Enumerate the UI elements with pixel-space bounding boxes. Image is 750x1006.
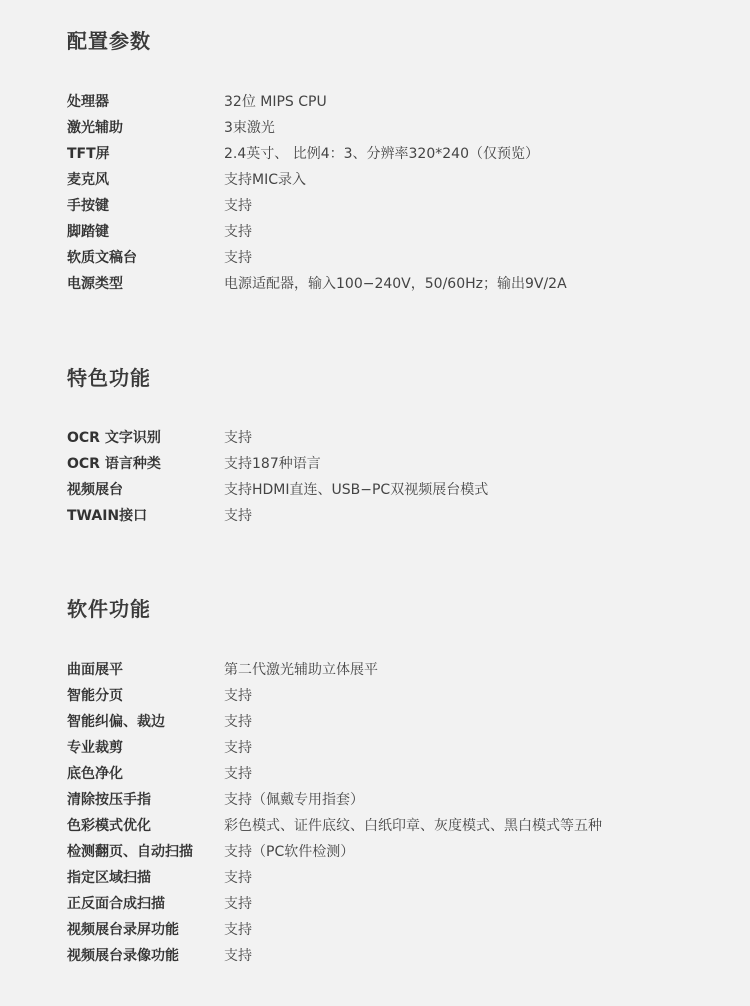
spec-value: 支持: [224, 688, 252, 704]
spec-key: TWAIN接口: [67, 508, 148, 524]
spec-key: 视频展台录像功能: [67, 948, 179, 964]
spec-value: 支持: [224, 740, 252, 756]
spec-row: [67, 218, 707, 244]
spec-row: [67, 166, 707, 192]
spec-row: [67, 708, 707, 734]
spec-row: [67, 656, 707, 682]
spec-value: 2.4英寸、 比例4：3、分辨率320*240（仅预览）: [224, 146, 539, 162]
spec-row: [67, 890, 707, 916]
spec-value: 彩色模式、证件底纹、白纸印章、灰度模式、黑白模式等五种: [224, 818, 602, 834]
spec-key: 专业裁剪: [67, 740, 123, 756]
spec-key: 检测翻页、自动扫描: [67, 844, 193, 860]
spec-value: 支持: [224, 766, 252, 782]
spec-value: 支持: [224, 508, 252, 524]
spec-row: [67, 734, 707, 760]
spec-key: 激光辅助: [67, 120, 123, 136]
spec-value: 支持: [224, 870, 252, 886]
section-features: [67, 364, 707, 524]
spec-row: [67, 760, 707, 786]
spec-value: 3束激光: [224, 120, 275, 136]
spec-key: 视频展台: [67, 482, 123, 498]
spec-value: 支持MIC录入: [224, 172, 306, 188]
spec-row: [67, 502, 707, 528]
spec-row: [67, 270, 707, 296]
spec-key: 曲面展平: [67, 662, 123, 678]
spec-value: 支持: [224, 714, 252, 730]
spec-row: [67, 864, 707, 890]
spec-row: [67, 424, 707, 450]
spec-value: 第二代激光辅助立体展平: [224, 662, 378, 678]
spec-value: 支持: [224, 250, 252, 266]
spec-value: 支持: [224, 430, 252, 446]
spec-value: 支持: [224, 948, 252, 964]
spec-row: [67, 812, 707, 838]
spec-row: [67, 916, 707, 942]
section-software: [67, 595, 707, 964]
spec-row: [67, 838, 707, 864]
spec-key: OCR 语言种类: [67, 456, 161, 472]
spec-key: TFT屏: [67, 146, 110, 162]
section-config-params: [67, 27, 707, 292]
section-title: 特色功能: [67, 366, 151, 390]
spec-value: 支持（PC软件检测）: [224, 844, 355, 860]
spec-list: [67, 88, 707, 296]
spec-value: 32位 MIPS CPU: [224, 94, 327, 110]
spec-key: 正反面合成扫描: [67, 896, 165, 912]
spec-row: [67, 450, 707, 476]
spec-key: 麦克风: [67, 172, 109, 188]
spec-key: 清除按压手指: [67, 792, 151, 808]
spec-key: 智能分页: [67, 688, 123, 704]
spec-value: 支持: [224, 224, 252, 240]
spec-row: [67, 942, 707, 968]
spec-value: 支持: [224, 198, 252, 214]
spec-key: 脚踏键: [67, 224, 109, 240]
spec-row: [67, 88, 707, 114]
spec-key: 手按键: [67, 198, 109, 214]
spec-key: 软质文稿台: [67, 250, 137, 266]
spec-row: [67, 682, 707, 708]
spec-key: 智能纠偏、裁边: [67, 714, 165, 730]
spec-value: 支持（佩戴专用指套）: [224, 792, 364, 808]
spec-row: [67, 786, 707, 812]
spec-row: [67, 114, 707, 140]
spec-row: [67, 244, 707, 270]
spec-key: 指定区域扫描: [67, 870, 151, 886]
spec-key: 视频展台录屏功能: [67, 922, 179, 938]
spec-key: 色彩模式优化: [67, 818, 151, 834]
spec-value: 支持: [224, 896, 252, 912]
spec-value: 电源适配器，输入100−240V，50/60Hz；输出9V/2A: [224, 276, 567, 292]
spec-value: 支持187种语言: [224, 456, 321, 472]
spec-value: 支持HDMI直连、USB−PC双视频展台模式: [224, 482, 489, 498]
spec-list: [67, 656, 707, 968]
spec-value: 支持: [224, 922, 252, 938]
section-title: 配置参数: [67, 29, 151, 53]
spec-key: 电源类型: [67, 276, 123, 292]
spec-list: [67, 424, 707, 528]
spec-key: OCR 文字识别: [67, 430, 161, 446]
spec-key: 处理器: [67, 94, 109, 110]
section-title: 软件功能: [67, 597, 151, 621]
spec-row: [67, 476, 707, 502]
spec-row: [67, 192, 707, 218]
spec-row: [67, 140, 707, 166]
spec-key: 底色净化: [67, 766, 123, 782]
